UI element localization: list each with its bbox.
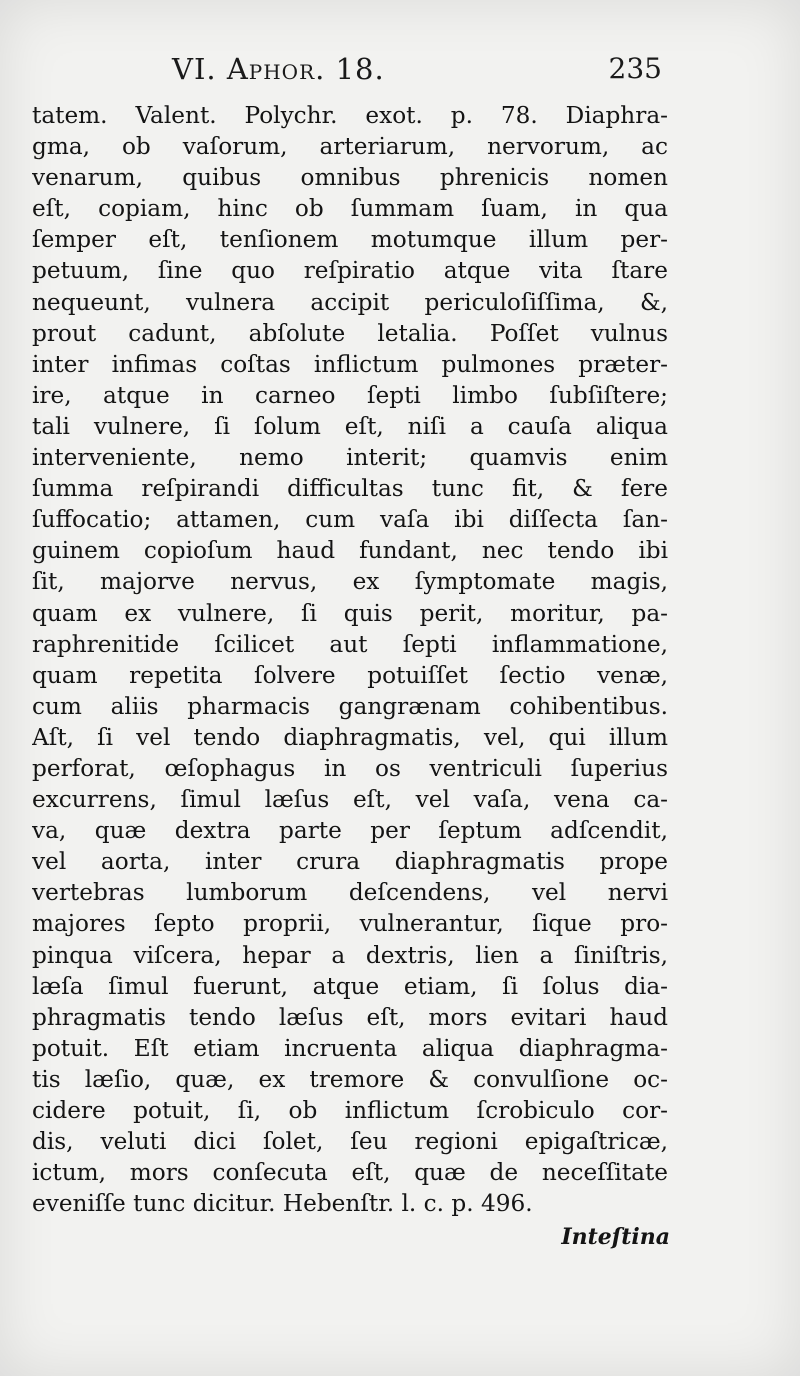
text-line: venarum, quibus omnibus phrenicis nomen [32, 164, 668, 192]
text-line: ſuffocatio; attamen, cum vaſa ibi diſſecta ſan- [32, 506, 668, 534]
text-line: læſa ſimul fuerunt, atque etiam, ſi ſolus dia- [32, 972, 668, 1000]
text-line: potuit. Eſt etiam incruenta aliqua diaphragma- [32, 1034, 668, 1062]
text-line: prout cadunt, abſolute letalia. Poſſet vulnus [32, 319, 668, 347]
text-line: cum aliis pharmacis gangrænam cohibentibus. [32, 692, 668, 720]
text-line: vel aorta, inter crura diaphragmatis prope [32, 848, 668, 876]
running-head: VI. Aphor. 18. [172, 52, 385, 86]
text-line: eveniſſe tunc dicitur. Hebenſtr. l. c. p. 496. [32, 1190, 533, 1218]
text-line: ſit, majorve nervus, ex ſymptomate magis, [32, 568, 668, 596]
page-header [172, 52, 662, 92]
text-line: va, quæ dextra parte per ſeptum adſcendit, [32, 817, 668, 845]
text-line: Aſt, ſi vel tendo diaphragmatis, vel, qui illum [32, 723, 668, 751]
text-line: ire, atque in carneo ſepti limbo ſubſiſtere; [32, 381, 668, 409]
text-line: excurrens, ſimul læſus eſt, vel vaſa, vena ca- [32, 786, 668, 814]
text-line: ſumma reſpirandi difficultas tunc fit, & fere [32, 475, 668, 503]
text-line: quam ex vulnere, ſi quis perit, moritur, pa- [32, 599, 668, 627]
text-line: perforat, œſophagus in os ventriculi ſuperius [32, 754, 668, 782]
text-line: vertebras lumborum deſcendens, vel nervi [32, 879, 668, 907]
page-number: 235 [608, 52, 662, 85]
text-line: petuum, ſine quo reſpiratio atque vita ſtare [32, 257, 668, 285]
text-line: eſt, copiam, hinc ob ſummam ſuam, in qua [32, 195, 668, 223]
text-line: tatem. Valent. Polychr. exot. p. 78. Diaphra- [32, 102, 668, 129]
text-line: dis, veluti dici ſolet, ſeu regioni epigaſtricæ, [32, 1128, 668, 1156]
text-line: tis læſio, quæ, ex tremore & convulſione oc- [32, 1065, 668, 1093]
text-line: quam repetita ſolvere potuiſſet ſectio venæ, [32, 661, 668, 689]
text-line: tali vulnere, ſi ſolum eſt, niſi a cauſa aliqua [32, 412, 668, 440]
text-line: nequeunt, vulnera accipit periculoſiſſima, &, [32, 288, 668, 316]
catchword: Inteſtina [561, 1224, 670, 1250]
text-line: majores ſepto proprii, vulnerantur, ſique pro- [32, 910, 668, 938]
text-line: gma, ob vaſorum, arteriarum, nervorum, ac [32, 133, 668, 161]
text-line: ſemper eſt, tenſionem motumque illum per- [32, 226, 668, 254]
text-line: pinqua viſcera, hepar a dextris, lien a ſiniſtris, [32, 941, 668, 969]
text-line: ictum, mors conſecuta eſt, quæ de neceſſitate [32, 1159, 668, 1187]
text-line: raphrenitide ſcilicet aut ſepti inflammatione, [32, 630, 668, 658]
text-line: cidere potuit, ſi, ob inflictum ſcrobiculo cor- [32, 1097, 668, 1124]
body-text [32, 100, 668, 1219]
text-line: interveniente, nemo interit; quamvis enim [32, 444, 668, 472]
text-line: inter infimas coſtas inflictum pulmones præter- [32, 350, 668, 378]
text-line: guinem copioſum haud fundant, nec tendo ibi [32, 537, 668, 565]
text-line: phragmatis tendo læſus eſt, mors evitari haud [32, 1003, 668, 1031]
